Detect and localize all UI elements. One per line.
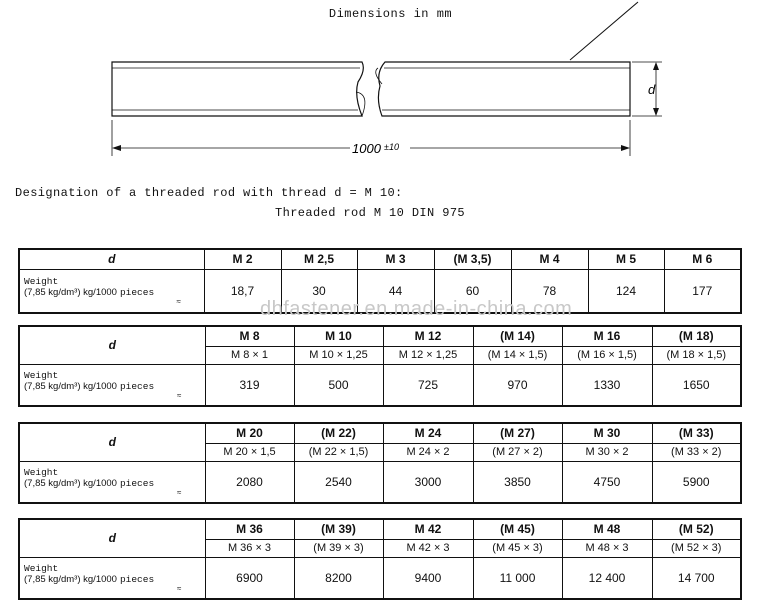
size-cell: M 42 [383, 519, 473, 539]
length-label: 1000 [352, 141, 381, 156]
pitch-cell: (M 18 × 1,5) [652, 346, 741, 364]
weight-table-2 [18, 325, 742, 407]
pitch-cell: M 30 × 2 [562, 443, 652, 461]
size-cell: (M 39) [294, 519, 383, 539]
diameter-label: d [648, 82, 656, 97]
size-cell: M 16 [562, 326, 652, 346]
weight-cell: 3850 [473, 461, 562, 503]
length-tolerance: ±10 [384, 142, 399, 152]
size-cell: M 24 [383, 423, 473, 443]
watermark: dhfastener.en.made-in-china.com [260, 298, 573, 320]
pitch-cell: M 36 × 3 [205, 539, 294, 557]
rod-drawing [0, 0, 761, 180]
size-cell: M 30 [562, 423, 652, 443]
weight-cell: 11 000 [473, 557, 562, 599]
pitch-cell: (M 39 × 3) [294, 539, 383, 557]
pitch-cell: (M 45 × 3) [473, 539, 562, 557]
rod-right-section [378, 62, 630, 116]
pitch-cell: (M 33 × 2) [652, 443, 741, 461]
pitch-cell: (M 16 × 1,5) [562, 346, 652, 364]
weight-cell: 78 [511, 269, 588, 313]
weight-cell: 30 [281, 269, 357, 313]
weight-label: Weight (7,85 kg/dm³) kg/1000 pieces ≈ [19, 269, 204, 313]
pitch-cell: (M 27 × 2) [473, 443, 562, 461]
size-cell: M 5 [588, 249, 664, 269]
weight-label: Weight (7,85 kg/dm³) kg/1000 pieces ≈ [19, 557, 205, 599]
size-cell: M 2 [204, 249, 281, 269]
size-cell: (M 52) [652, 519, 741, 539]
size-cell: M 36 [205, 519, 294, 539]
weight-cell: 2540 [294, 461, 383, 503]
weight-cell: 4750 [562, 461, 652, 503]
weight-table-3 [18, 422, 742, 504]
weight-cell: 177 [664, 269, 741, 313]
pitch-cell: (M 14 × 1,5) [473, 346, 562, 364]
weight-cell: 1330 [562, 364, 652, 406]
weight-cell: 124 [588, 269, 664, 313]
size-cell: M 4 [511, 249, 588, 269]
designation-line-2: Threaded rod M 10 DIN 975 [275, 206, 466, 220]
size-cell: M 10 [294, 326, 383, 346]
weight-cell: 5900 [652, 461, 741, 503]
designation-line-1: Designation of a threaded rod with thread d = M 10: [15, 186, 403, 200]
weight-cell: 725 [383, 364, 473, 406]
size-cell: (M 27) [473, 423, 562, 443]
size-cell: M 2,5 [281, 249, 357, 269]
weight-cell: 3000 [383, 461, 473, 503]
weight-cell: 500 [294, 364, 383, 406]
weight-cell: 9400 [383, 557, 473, 599]
rod-left-section [112, 62, 363, 116]
d-header: d [19, 519, 205, 557]
weight-table-4 [18, 518, 742, 600]
weight-label: Weight (7,85 kg/dm³) kg/1000 pieces ≈ [19, 461, 205, 503]
pitch-cell: M 12 × 1,25 [383, 346, 473, 364]
weight-cell: 970 [473, 364, 562, 406]
pitch-cell: M 10 × 1,25 [294, 346, 383, 364]
size-cell: (M 33) [652, 423, 741, 443]
size-cell: M 20 [205, 423, 294, 443]
weight-cell: 14 700 [652, 557, 741, 599]
leader-line [570, 2, 638, 60]
weight-cell: 44 [357, 269, 434, 313]
weight-label: Weight (7,85 kg/dm³) kg/1000 pieces ≈ [19, 364, 205, 406]
weight-cell: 18,7 [204, 269, 281, 313]
size-cell: M 12 [383, 326, 473, 346]
size-cell: (M 18) [652, 326, 741, 346]
weight-cell: 12 400 [562, 557, 652, 599]
d-header: d [19, 423, 205, 461]
size-cell: (M 14) [473, 326, 562, 346]
pitch-cell: (M 52 × 3) [652, 539, 741, 557]
size-cell: M 3 [357, 249, 434, 269]
weight-cell: 60 [434, 269, 511, 313]
pitch-cell: M 48 × 3 [562, 539, 652, 557]
size-cell: M 48 [562, 519, 652, 539]
size-cell: (M 22) [294, 423, 383, 443]
weight-cell: 2080 [205, 461, 294, 503]
size-cell: M 8 [205, 326, 294, 346]
pitch-cell: (M 22 × 1,5) [294, 443, 383, 461]
pitch-cell: M 20 × 1,5 [205, 443, 294, 461]
size-cell: (M 3,5) [434, 249, 511, 269]
size-cell: (M 45) [473, 519, 562, 539]
weight-cell: 8200 [294, 557, 383, 599]
weight-cell: 6900 [205, 557, 294, 599]
pitch-cell: M 8 × 1 [205, 346, 294, 364]
d-header: d [19, 249, 204, 269]
page-title: Dimensions in mm [328, 7, 453, 21]
pitch-cell: M 42 × 3 [383, 539, 473, 557]
d-header: d [19, 326, 205, 364]
weight-cell: 319 [205, 364, 294, 406]
pitch-cell: M 24 × 2 [383, 443, 473, 461]
weight-cell: 1650 [652, 364, 741, 406]
size-cell: M 6 [664, 249, 741, 269]
